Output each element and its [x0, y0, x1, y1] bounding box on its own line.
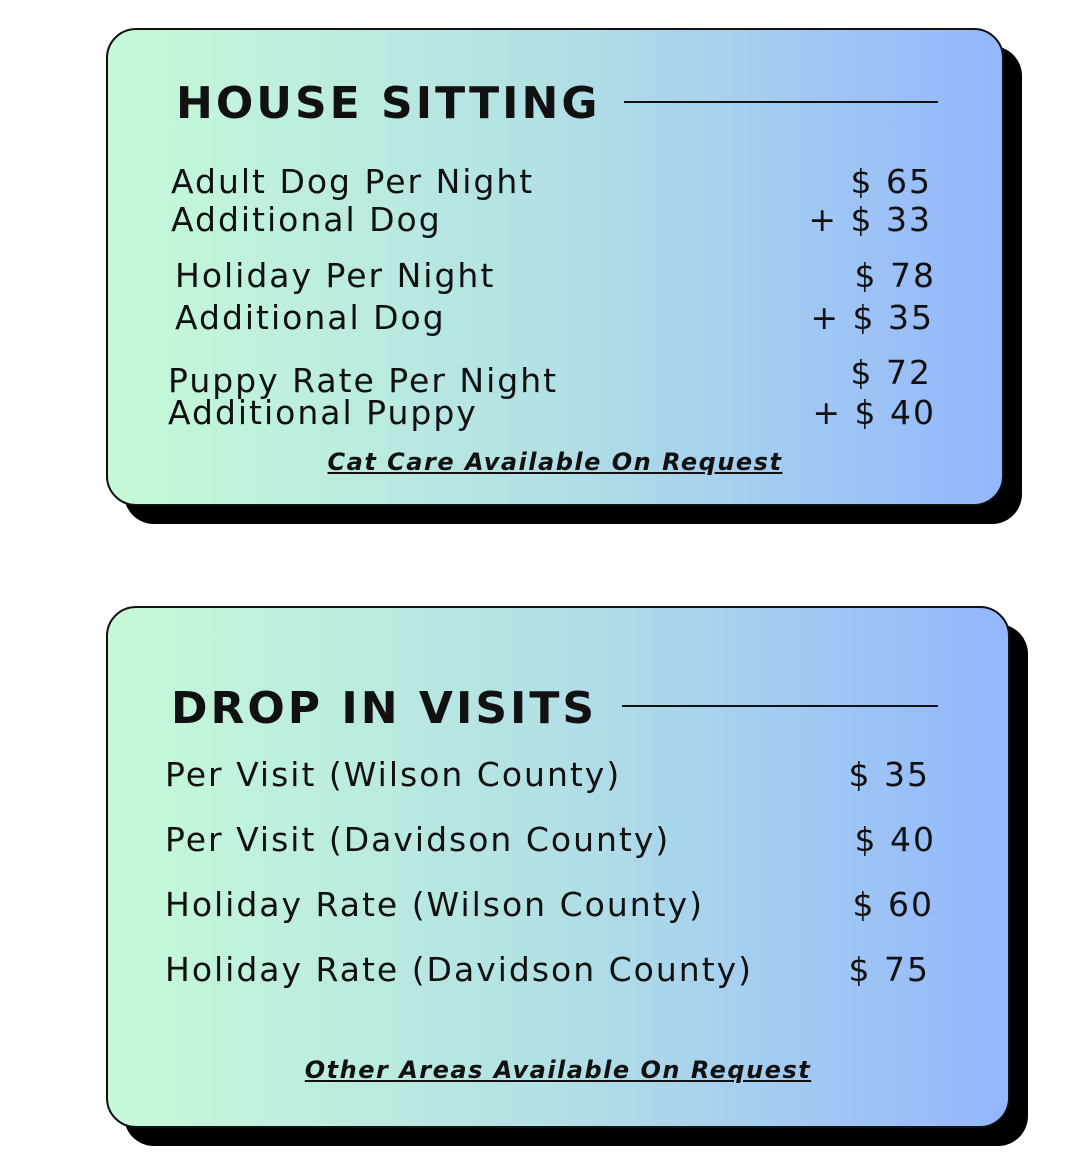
- drop-in-row-label: Per Visit (Wilson County): [165, 755, 622, 794]
- house-sitting-row-price: $ 72: [850, 353, 932, 392]
- drop-in-card: [106, 606, 1010, 1128]
- house-sitting-row-label: Additional Dog: [171, 200, 442, 239]
- drop-in-title-rule: [622, 705, 938, 707]
- drop-in-row-label: Holiday Rate (Wilson County): [165, 885, 704, 924]
- house-sitting-row-label: Adult Dog Per Night: [171, 162, 535, 201]
- drop-in-row-label: Per Visit (Davidson County): [165, 820, 671, 859]
- house-sitting-card: [106, 28, 1004, 506]
- drop-in-row-price: $ 60: [852, 885, 934, 924]
- house-sitting-title-rule: [624, 101, 938, 103]
- house-sitting-row-label: Holiday Per Night: [175, 256, 496, 295]
- drop-in-footnote: Other Areas Available On Request: [304, 1056, 812, 1084]
- house-sitting-row-price: + $ 40: [812, 393, 936, 432]
- house-sitting-footnote: Cat Care Available On Request: [327, 448, 783, 476]
- house-sitting-row-label: Additional Dog: [175, 298, 446, 337]
- house-sitting-row-price: + $ 33: [808, 200, 932, 239]
- drop-in-row-price: $ 75: [848, 950, 930, 989]
- house-sitting-row-label: Puppy Rate Per Night: [168, 361, 559, 400]
- drop-in-row-price: $ 35: [848, 755, 930, 794]
- house-sitting-row-label: Additional Puppy: [168, 393, 478, 432]
- house-sitting-row-price: + $ 35: [810, 298, 934, 337]
- drop-in-row-label: Holiday Rate (Davidson County): [165, 950, 754, 989]
- house-sitting-title: HOUSE SITTING: [176, 78, 601, 129]
- house-sitting-row-price: $ 65: [850, 162, 932, 201]
- drop-in-title: DROP IN VISITS: [171, 683, 598, 734]
- house-sitting-row-price: $ 78: [854, 256, 936, 295]
- drop-in-row-price: $ 40: [854, 820, 936, 859]
